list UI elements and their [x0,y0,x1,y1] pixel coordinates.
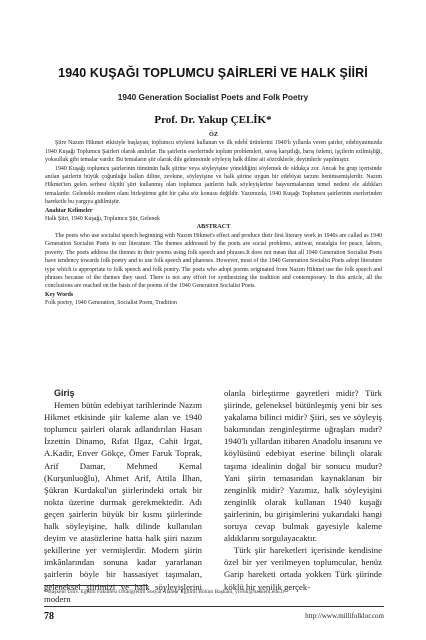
section-heading: Giriş [54,388,75,398]
footnote: * Başkent Üniv. Eğitim Fakültesi Ortaöğretim Sosyal Alanlar Eğitimi Bölüm Başkanı, ycelik@baskent.edu.tr [44,589,285,595]
oz-paragraph-1: Şiire Nazım Hikmet etkisiyle başlayan, toplumcu söylemi kullanan ve ilk edebî ürünlerini 1940'lı yıllarda veren şairler, edebiyatımızda 1940 Kuşağı Toplumcu Şairleri olarak anılırlar. Bu şairlerin eserlerinde toplum problemleri, savaş karşıtlığı, barış özlemi, işçilerin ezilmişliği, yoksulluk gibi temalar vardır. Bu temaların şiir olarak dile gelmesinde söyleyiş halk diline ait sözcüklerle, deyimlerle yapılmıştır. [45,140,382,164]
abstract-keywords: Folk poetry, 1940 Generation, Socialist Poem, Tradition [45,300,177,307]
body-paragraph-left: Hemen bütün edebiyat tarihlerinde Nazım Hikmet etkisinde şiir kaleme alan ve 1940 toplumcu şairleri olarak adlandırılan Hasan İzzettin Dinamo, Rıfat Ilgaz, Cahit Irgat, A.Kadir, Enver Gökçe, Ömer Faruk Toprak, Arif Damar, Mehmed Kemal (Kurşunluoğlu), Ahmet Arif, Attila İlhan, Şükran Kurdakul'un şiirlerindeki ortak bir nokta üzerine durmak gerekmektedir. Adı geçen şairlerin büyük bir kısmı şiirlerinde halk söyleyişine, halk dilinde kullanılan deyim ve atasözlerine hatta halk şiiri nazım şekillerine yer vermişlerdir. Modern şiirin imkânlarından sonuna kadar yararlanan şairlerin böyle bir hassasiyet taşımaları, geleneksel şiirimizi ve halk söyleyişlerini modern [44,400,202,604]
oz-heading: ÖZ [209,131,218,138]
oz-paragraph-2: 1940 Kuşağı toplumcu şairlerinin tümünün halk şiirine veya söyleyişine yöneldiğini söylemek de oldukça zor. Ancak bu grup içerisinde anılan şairlerin büyük çoğunluğu halkın diline, zevkine, söyleyişine ve halk şiirine uygun bir edebiyat tarzını benimsemişlerdir. Nazım Hikmet'ten gelen serbest ölçülü şiiri kullanmış olan toplumcu şairlerin halk söyleyişlerine başvurmalarının temel nedeni ele aldıkları temalardır. Geleneklı modern olanı birleştirme gibi bir çaba söz konusu değildir. Yazımızda, 1940 Kuşağı Toplumcu şairlerinin eserlerinden hareketle bu yargıya gidilmiştir. [45,165,382,206]
article-title: 1940 KUŞAĞI TOPLUMCU ŞAİRLERİ VE HALK ŞİİRİ [58,66,368,80]
body-paragraph-right-2: Türk şiir hareketleri içerisinde kendisine özel bir yer verilmeyen toplumcular, henüz Garip hareketi ortada yokken Türk şiirinde köklü bir yenilik gerçek- [224,545,382,592]
article-subtitle: 1940 Generation Socialist Poets and Folk Poetry [117,92,309,102]
body-column-right [224,387,382,593]
abstract-paragraph: The poets who use socialist speech beginning with Nazım Hikmet's effect and produce their first literary work in 1940s are called as 1940 Generation Socialist Poets in our literature. The themes addressed by the poets are social problems, antiwar, nostalgia for peace, labors, poverty. The poets address the themes in their poems using folk speech and phrases.It does not mean that all 1940 Generation Socialist Poets have tendency towards folk poetry and to use folk speech and phareses. However, most of the 1940 Generation Socialist Poets adopt literature type which is appropriate to folk speech and folk poetry. The poets who adopt poems originated from Nazım Hikmet use the folk speech and phrases because of the themes they used. There is not any effort for synthesizing the tradition and contemporary. In this article, all the conclusions are reached on the basis of the poems of the 1940 Generation Socialist Poets. [45,232,382,290]
oz-keywords: Halk Şiiri, 1940 Kuşağı, Toplumcu Şiir, Gelenek [45,216,160,223]
footnote-divider [44,585,148,586]
abstract-section [45,131,382,308]
abstract-keywords-heading: Key Words [45,291,74,298]
footer-url-link[interactable]: http://www.millifolklor.com [305,612,384,620]
abstract-heading: ABSTRACT [196,223,231,231]
page-number: 78 [44,611,54,622]
oz-keywords-heading: Anahtar Kelimeler [45,207,93,214]
author-name: Prof. Dr. Yakup ÇELİK* [154,114,272,126]
body-column-left [44,387,202,605]
footer-divider [44,606,384,607]
body-paragraph-right: olanla birleştirme gayretleri midir? Türk şiirinde, geleneksel bütünleşmiş yeni bir ses yakalama bilinci midir? Şiiri, ses ve söyleyiş bakımından zenginleştirme uğraşları mıdır? 1940'lı yıllardan itibaren Anadolu insanını ve köylüsünü edebiyat eserine bilinçli olarak taşıma idealinin doğal bir sonucu mudur? Yani şiirin temasından kaynaklanan bir zenginlik midir? Yazımız, halk söyleyişini zenginlik olarak kullanan 1940 kuşağı şairlerinin, bu girişimlerini yukarıdaki hangi soruya cevap bulmak gayesiyle kaleme aldıklarını sorgulayacaktır. [224,388,382,544]
